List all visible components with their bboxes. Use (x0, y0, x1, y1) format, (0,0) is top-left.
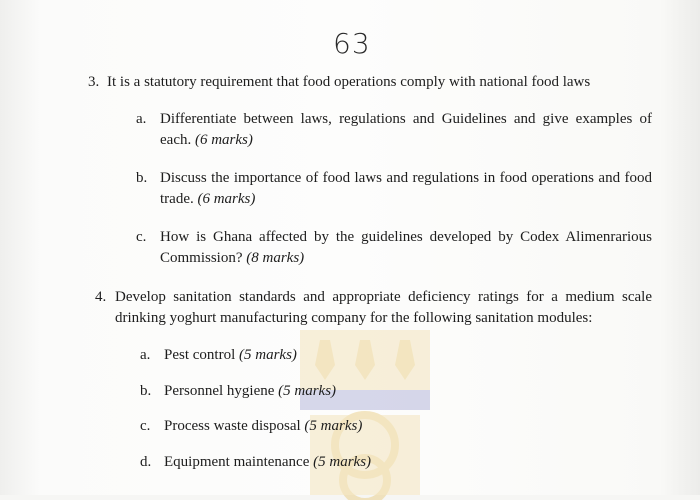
part-marks: (8 marks) (246, 250, 305, 266)
part-text: Pest control (164, 347, 236, 363)
part-text: Process waste disposal (164, 418, 301, 434)
part-letter: a. (140, 347, 151, 363)
part-letter: c. (140, 418, 151, 434)
part-letter: b. (136, 170, 148, 186)
part-marks: (5 marks) (313, 454, 372, 470)
part-letter: b. (140, 383, 152, 399)
question-number: 3. (88, 74, 100, 90)
part-body (164, 416, 362, 437)
question-text: It is a statutory requirement that food operations comply with national food laws (107, 74, 591, 90)
part-text: How is Ghana affected by the guidelines developed by Codex Alimenrarious Commission? (160, 229, 652, 266)
part-body (164, 345, 297, 366)
part-letter: d. (140, 454, 152, 470)
part-marks: (5 marks) (278, 383, 337, 399)
part-body (160, 168, 652, 210)
part-text: Equipment maintenance (164, 454, 310, 470)
part-marks: (5 marks) (239, 347, 297, 363)
part-body (164, 381, 336, 402)
handwritten-page-number: 63 (333, 27, 371, 60)
part-body (160, 109, 652, 151)
part-text: Personnel hygiene (164, 383, 275, 399)
part-letter: a. (136, 111, 147, 127)
part-marks: (6 marks) (197, 191, 256, 207)
part-body (160, 227, 652, 269)
part-text: Discuss the importance of food laws and regulations in food operations and food trade. (160, 170, 652, 207)
part-marks: (5 marks) (304, 418, 363, 434)
part-marks: (6 marks) (194, 132, 253, 148)
part-letter: c. (136, 229, 147, 245)
question-number: 4. (95, 289, 107, 305)
part-body (164, 452, 371, 473)
university-crest-watermark (290, 320, 440, 500)
part-text: Differentiate between laws, regulations and Guidelines and give examples of each. (160, 111, 652, 148)
question-text: Develop sanitation standards and appropriate deficiency ratings for a medium scale drinking yoghurt manufacturing company for the following sanitation modules: (115, 289, 652, 326)
